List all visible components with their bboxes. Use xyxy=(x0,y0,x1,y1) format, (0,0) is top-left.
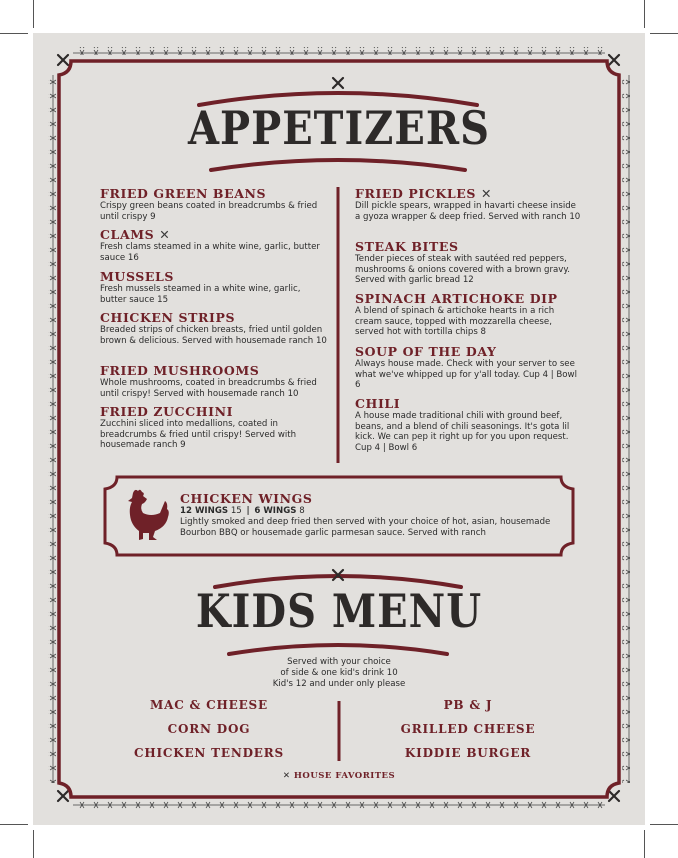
wings-size-12: 12 WINGS xyxy=(180,506,229,516)
menu-item-description: Zucchini sliced into medallions, coated in breadcrumbs & fried until crispy! Served with housemade ranch 9 xyxy=(100,419,297,451)
crop-mark xyxy=(644,0,645,28)
menu-item xyxy=(100,404,328,451)
menu-item-description: Crispy green beans coated in breadcrumbs & fried until crispy 9 xyxy=(100,201,318,222)
kids-item: PB & J xyxy=(443,698,493,712)
menu-item-description: Always house made. Check with your server to see what we've whipped up for y'all today. Cup 4 | Bowl 6 xyxy=(355,359,577,391)
menu-item-name: SPINACH ARTICHOKE DIP xyxy=(355,291,558,306)
menu-item xyxy=(100,269,328,305)
kids-item: CHICKEN TENDERS xyxy=(133,746,284,760)
crop-mark xyxy=(0,824,28,825)
crop-mark xyxy=(33,830,34,858)
menu-item-name: FRIED PICKLES xyxy=(355,186,477,201)
menu-item-name: FRIED ZUCCHINI xyxy=(100,404,234,419)
legend-label: HOUSE FAVORITES xyxy=(293,771,396,781)
x-mark-icon: ✕ xyxy=(481,186,493,201)
crop-mark xyxy=(0,33,28,34)
menu-item-name: CHILI xyxy=(355,396,401,411)
menu-item-description: A blend of spinach & artichoke hearts in a rich cream sauce, topped with mozzarella cheese, served hot with tortilla chips 8 xyxy=(355,306,555,338)
menu-item-description: Breaded strips of chicken breasts, fried until golden brown & delicious. Served with housemade ranch 10 xyxy=(100,325,327,346)
kids-menu-title: KIDS MENU xyxy=(195,584,483,639)
menu-item xyxy=(355,291,583,338)
menu-item-description: Fresh mussels steamed in a white wine, garlic, butter sauce 15 xyxy=(100,284,301,305)
menu-item-name: STEAK BITES xyxy=(355,239,459,254)
x-mark-icon: ✕ xyxy=(282,771,291,781)
menu-item-name: CHICKEN STRIPS xyxy=(100,310,236,325)
wings-title: CHICKEN WINGS xyxy=(180,491,313,506)
menu-item-description: Whole mushrooms, coated in breadcrumbs & fried until crispy! Served with housemade ranch 10 xyxy=(100,378,317,399)
menu-item-description: Fresh clams steamed in a white wine, garlic, butter sauce 16 xyxy=(100,242,320,263)
crop-mark xyxy=(650,824,678,825)
crop-mark xyxy=(33,0,34,28)
menu-item-heading xyxy=(100,227,328,242)
wings-price-12: 15 xyxy=(230,506,242,516)
menu-item xyxy=(100,363,328,399)
menu-item xyxy=(355,239,583,286)
wings-separator: | xyxy=(246,506,250,516)
wings-size-6: 6 WINGS xyxy=(254,506,297,516)
menu-item-name: SOUP OF THE DAY xyxy=(355,344,497,359)
house-favorites-legend xyxy=(239,771,439,781)
menu-item-heading xyxy=(355,186,583,201)
menu-item xyxy=(100,310,328,346)
kids-note-line: of side & one kid's drink 10 xyxy=(280,668,398,678)
menu-item xyxy=(355,186,583,222)
kids-item: KIDDIE BURGER xyxy=(404,746,532,760)
menu-item-description: Dill pickle spears, wrapped in havarti cheese inside a gyoza wrapper & deep fried. Served with ranch 10 xyxy=(355,201,581,222)
x-mark-icon: ✕ xyxy=(159,227,171,242)
menu-item-description: A house made traditional chili with ground beef, beans, and a blend of chili seasonings. It's gota lil kick. We can pep it right up for you upon request. Cup 4 | Bowl 6 xyxy=(355,411,570,453)
wings-sizes xyxy=(180,506,305,517)
kids-item: GRILLED CHEESE xyxy=(400,722,536,736)
menu-item-name: FRIED GREEN BEANS xyxy=(100,186,267,201)
menu-item xyxy=(100,186,328,222)
menu-item-name: FRIED MUSHROOMS xyxy=(100,363,260,378)
wings-price-6: 8 xyxy=(299,506,305,516)
menu-item-description: Tender pieces of steak with sautéed red peppers, mushrooms & onions covered with a brown gravy. Served with garlic bread 12 xyxy=(355,254,570,286)
chicken-icon xyxy=(123,487,171,543)
menu-item xyxy=(355,396,583,453)
kids-item: MAC & CHEESE xyxy=(150,698,268,712)
menu-page xyxy=(33,33,645,825)
kids-note xyxy=(189,657,489,690)
kids-item: CORN DOG xyxy=(167,722,251,736)
kids-note-line: Kid's 12 and under only please xyxy=(272,679,406,689)
menu-item-name: MUSSELS xyxy=(100,269,175,284)
crop-mark xyxy=(650,33,678,34)
wings-description: Lightly smoked and deep fried then served with your choice of hot, asian, housemade Bourbon BBQ or housemade garlic parmesan sauce. Served with ranch xyxy=(180,517,551,538)
menu-item xyxy=(355,344,583,391)
menu-item-name: CLAMS xyxy=(100,227,155,242)
crop-mark xyxy=(644,830,645,858)
kids-note-line: Served with your choice xyxy=(287,657,391,667)
menu-item xyxy=(100,227,328,263)
appetizers-title: APPETIZERS xyxy=(188,101,490,156)
